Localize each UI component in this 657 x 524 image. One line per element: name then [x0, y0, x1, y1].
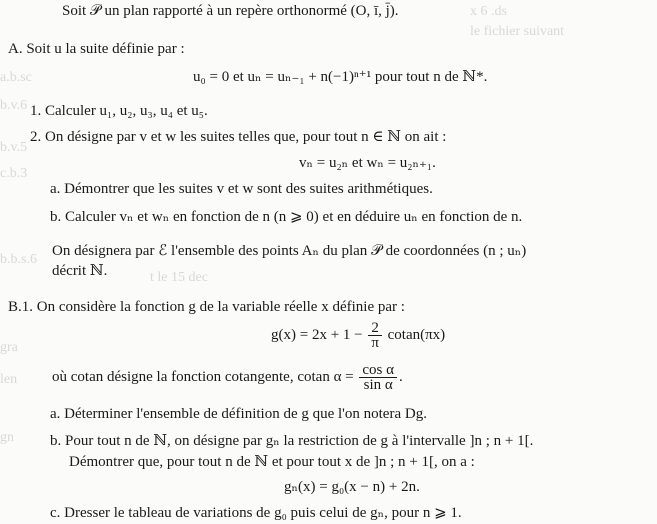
question-a2: 2. On désigne par v et w les suites telles que, pour tout n ∈ ℕ on ait :	[30, 129, 447, 145]
question-b-b1: b. Pour tout n de ℕ, on désigne par gₙ la restriction de g à l'intervalle ]n ; n + 1[.	[50, 433, 534, 449]
intro-text: Soit 𝒫 un plan rapporté à un repère orthonormé (O, ī, j̄).	[62, 3, 399, 19]
part-a-definition: u₀ = 0 et uₙ = uₙ₋₁ + n(−1)ⁿ⁺¹ pour tout n de ℕ*.	[193, 69, 488, 85]
cotan-denominator: sin α	[363, 377, 393, 394]
question-b-b2: Démontrer que, pour tout n de ℕ et pour tout x de ]n ; n + 1[, on a :	[69, 454, 475, 470]
question-b-equation: gₙ(x) = g₀(x − n) + 2n.	[284, 479, 420, 495]
ghost-text: le fichier suivant	[470, 24, 565, 39]
part-a-heading: A. Soit u la suite définie par :	[8, 41, 185, 57]
ghost-text: a.b.sc	[0, 70, 32, 85]
ghost-text: x 6 .ds	[470, 4, 507, 19]
note-line-1: On désignera par ℰ l'ensemble des points Aₙ du plan 𝒫 de coordonnées (n ; uₙ)	[52, 243, 527, 259]
g-fraction-denominator: π	[371, 335, 379, 352]
cotan-definition	[52, 362, 403, 392]
question-a2b: b. Calculer vₙ et wₙ en fonction de n (n ⩾ 0) et en déduire uₙ en fonction de n.	[50, 209, 523, 225]
note-line-2: décrit ℕ.	[52, 263, 108, 279]
g-fraction	[368, 321, 382, 350]
ghost-text: t le 15 dec	[150, 270, 208, 285]
question-a2a: a. Démontrer que les suites v et w sont des suites arithmétiques.	[50, 181, 433, 197]
ghost-text: b.v.6	[0, 98, 28, 113]
ghost-text: c.b.3	[0, 166, 28, 181]
cotan-end: .	[399, 369, 403, 385]
question-a2-definition: vₙ = u₂ₙ et wₙ = u₂ₙ₊₁.	[299, 155, 436, 171]
g-definition	[271, 320, 445, 350]
ghost-text: len	[0, 372, 18, 387]
question-a1: 1. Calculer u₁, u₂, u₃, u₄ et u₅.	[30, 103, 208, 119]
g-fraction-numerator: 2	[368, 321, 382, 336]
question-b-a: a. Déterminer l'ensemble de définition de g que l'on notera Dg.	[50, 406, 427, 422]
part-b-heading: B.1. On considère la fonction g de la variable réelle x définie par :	[8, 299, 405, 315]
g-left: g(x) = 2x + 1 −	[271, 327, 363, 343]
g-right: cotan(πx)	[387, 327, 446, 343]
ghost-text: b.v.5	[0, 140, 28, 155]
cotan-numerator: cos α	[359, 363, 397, 378]
question-b-c: c. Dresser le tableau de variations de g₀ puis celui de gₙ, pour n ⩾ 1.	[50, 505, 462, 521]
ghost-text: b.b.s.6	[0, 252, 37, 267]
cotan-fraction	[359, 363, 397, 392]
cotan-left: où cotan désigne la fonction cotangente, cotan α =	[52, 369, 354, 385]
ghost-text: gra	[0, 340, 18, 355]
ghost-text: gn	[0, 430, 14, 445]
